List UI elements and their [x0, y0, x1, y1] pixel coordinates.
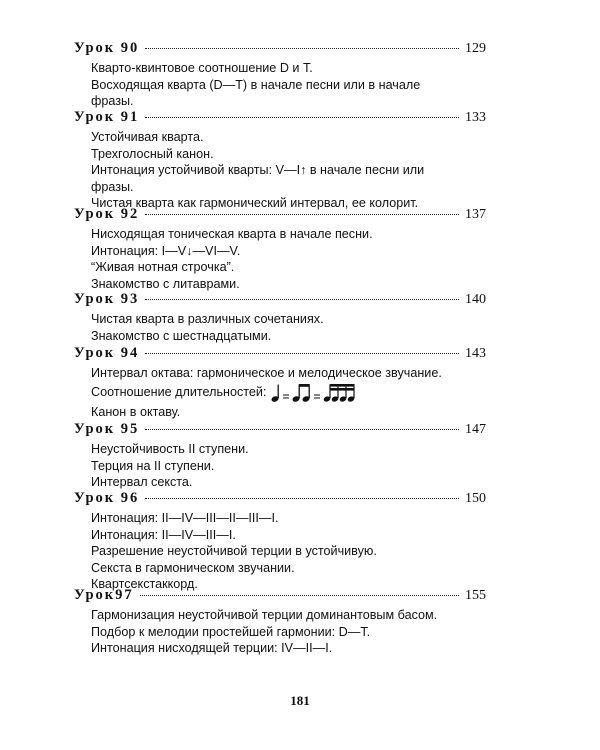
lesson-page-number: 129 [465, 41, 486, 56]
page-number: 181 [290, 693, 310, 708]
lesson-96 [74, 490, 486, 593]
leader-dots [145, 353, 459, 354]
lesson-topic: Интонация устойчивой кварты: V—I↑ в начале песни или [91, 163, 425, 178]
lesson-94 [74, 345, 486, 420]
lesson-topic: Чистая кварта в различных сочетаниях. [91, 312, 324, 326]
lesson-page-number: 137 [465, 207, 486, 222]
leader-dots [145, 48, 459, 49]
lesson-heading [74, 109, 486, 129]
lesson-topic: Устойчивая кварта. [91, 130, 204, 144]
lesson-topic: Интонация: II—IV—III—I. [91, 527, 236, 542]
lesson-page-number: 150 [465, 491, 486, 506]
lesson-95 [74, 421, 486, 491]
lesson-topic: Интервал октава: гармоническое и мелодическое звучание. [91, 366, 442, 380]
note-durations-icon [270, 382, 362, 404]
lesson-topic: фразы. [91, 94, 134, 109]
lesson-topic: Канон в октаву. [91, 404, 181, 419]
lesson-title: Урок 95 [74, 421, 140, 437]
lesson-topic: Кварто-квинтовое соотношение D и T. [91, 61, 313, 75]
lesson-topic: Нисходящая тоническая кварта в начале песни. [91, 227, 373, 241]
lesson-topic: Неустойчивость II ступени. [91, 442, 249, 456]
lesson-page-number: 155 [465, 588, 486, 603]
lesson-topic: Гармонизация неустойчивой терции доминантовым басом. [91, 608, 438, 622]
lesson-topic: Разрешение неустойчивой терции в устойчивую. [91, 544, 377, 559]
lesson-93 [74, 291, 486, 344]
leader-dots [145, 299, 459, 300]
lesson-topic: Соотношение длительностей: [91, 385, 267, 400]
lesson-topic: Чистая кварта как гармонический интервал, ее колорит. [91, 196, 419, 211]
lesson-page-number: 143 [465, 346, 486, 361]
lesson-title: Урок 91 [74, 109, 140, 125]
lesson-topic: Трехголосный канон. [91, 146, 214, 161]
lesson-topic: фразы. [91, 179, 134, 194]
lesson-topic: Знакомство с литаврами. [91, 276, 240, 291]
lesson-title: Урок 96 [74, 490, 140, 506]
lesson-title: Урок 94 [74, 345, 140, 361]
lesson-title: Урок 92 [74, 206, 140, 222]
lesson-page-number: 133 [465, 110, 486, 125]
lesson-topic: Интервал секста. [91, 475, 193, 490]
lesson-topic: Восходящая кварта (D—T) в начале песни или в начале [91, 77, 421, 92]
lesson-title: Урок 90 [74, 40, 140, 56]
lesson-heading [74, 206, 486, 226]
lesson-92 [74, 206, 486, 292]
lesson-page-number: 147 [465, 422, 486, 437]
lesson-topic: “Живая нотная строчка”. [91, 260, 235, 275]
rhythm-relation-row [91, 382, 486, 404]
lesson-topic: Интонация: II—IV—III—II—III—I. [91, 511, 279, 525]
lesson-topic: Интонация нисходящей терции: IV—II—I. [91, 641, 333, 656]
lesson-topic: Подбор к мелодии простейшей гармонии: D—T. [91, 624, 371, 639]
lesson-page-number: 140 [465, 292, 486, 307]
lesson-91 [74, 109, 486, 212]
lesson-heading [74, 291, 486, 311]
lesson-90 [74, 40, 486, 110]
lesson-heading [74, 421, 486, 441]
lesson-topic: Терция на II ступени. [91, 458, 215, 473]
leader-dots [145, 214, 459, 215]
leader-dots [145, 498, 459, 499]
lesson-heading [74, 345, 486, 365]
leader-dots [145, 429, 459, 430]
lesson-heading [74, 587, 486, 607]
lesson-topic: Знакомство с шестнадцатыми. [91, 328, 272, 343]
lesson-heading [74, 490, 486, 510]
lesson-topic: Квартсекстаккорд. [91, 577, 198, 592]
lesson-title: Урок97 [74, 587, 134, 603]
leader-dots [140, 595, 459, 596]
lesson-title: Урок 93 [74, 291, 140, 307]
leader-dots [145, 117, 459, 118]
lesson-97 [74, 587, 486, 657]
lesson-topic: Интонация: I—V↓—VI—V. [91, 243, 241, 258]
lesson-heading [74, 40, 486, 60]
lesson-topic: Секста в гармоническом звучании. [91, 560, 295, 575]
